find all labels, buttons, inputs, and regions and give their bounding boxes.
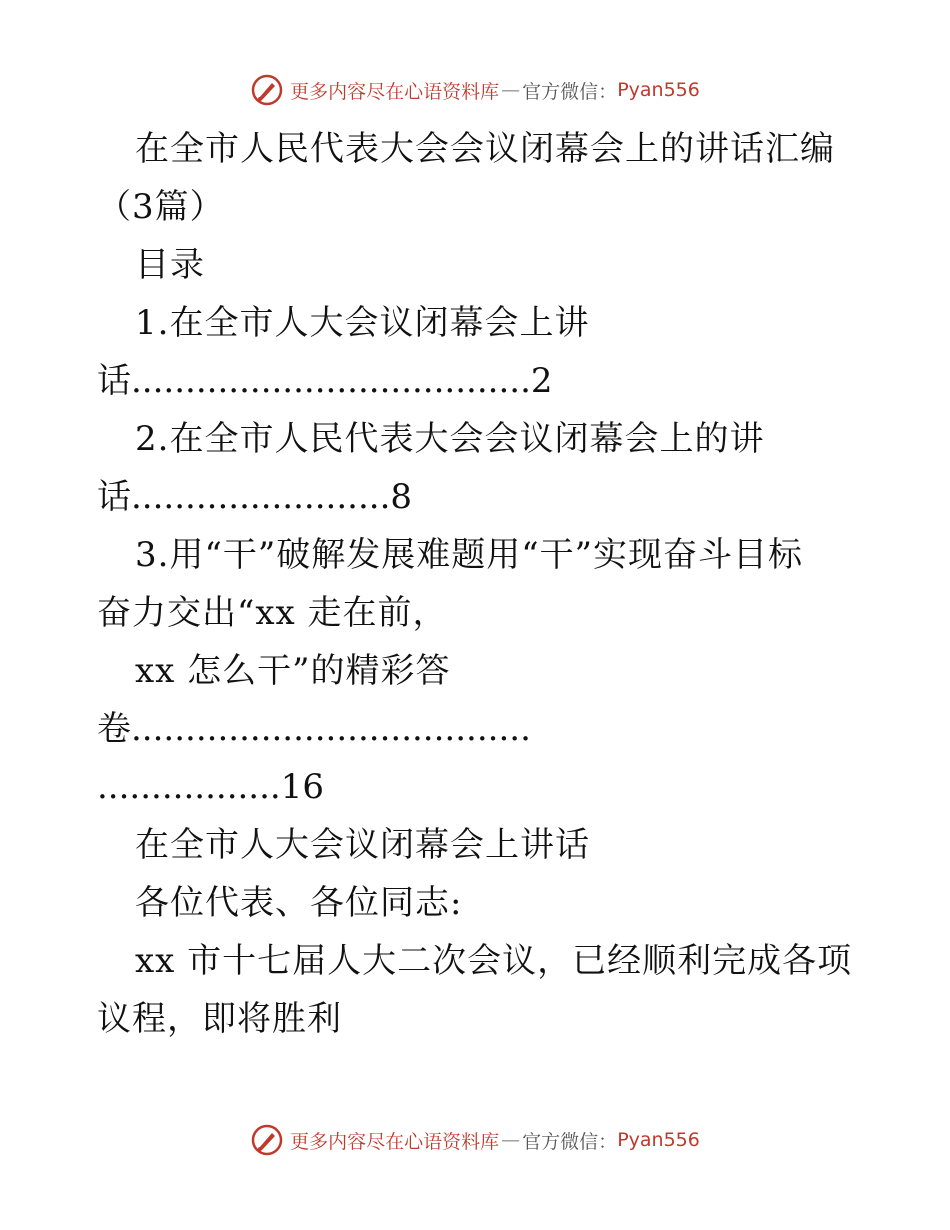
watermark-separator: — bbox=[501, 79, 521, 101]
toc-item-2-leader: 话........................8 bbox=[97, 477, 413, 517]
toc-item-1-title: 1.在全市人大会议闭幕会上讲 bbox=[135, 303, 590, 343]
watermark-text: 更多内容尽在心语资料库 bbox=[290, 1130, 500, 1153]
pen-logo-icon bbox=[250, 1123, 284, 1157]
watermark-separator: — bbox=[501, 1129, 521, 1151]
document-title-count: （3篇） bbox=[97, 187, 225, 227]
watermark-wechat: Pyan556 bbox=[617, 79, 700, 101]
document-body bbox=[97, 120, 857, 1048]
toc-item-3-title-cont2: xx 怎么干”的精彩答 bbox=[135, 651, 451, 691]
paragraph-line-1: xx 市十七届人大二次会议，已经顺利完成各项 bbox=[135, 941, 853, 981]
toc-heading: 目录 bbox=[135, 245, 205, 285]
toc-item-2-title: 2.在全市人民代表大会会议闭幕会上的讲 bbox=[135, 419, 765, 459]
toc-item-3-leader: 卷..................................... bbox=[97, 709, 531, 749]
watermark-label: 官方微信： bbox=[522, 80, 618, 103]
toc-item-3-title: 3.用“干”破解发展难题用“干”实现奋斗目标 bbox=[135, 535, 803, 575]
pen-logo-icon bbox=[250, 73, 284, 107]
watermark-text: 更多内容尽在心语资料库 bbox=[290, 80, 500, 103]
watermark-label: 官方微信： bbox=[522, 1130, 618, 1153]
toc-item-3-title-cont: 奋力交出“xx 走在前， bbox=[97, 593, 448, 633]
paragraph-line-2: 议程，即将胜利 bbox=[97, 999, 342, 1039]
footer-watermark bbox=[0, 1120, 950, 1160]
toc-item-3-leader-cont: .................16 bbox=[97, 767, 324, 807]
header-watermark bbox=[0, 70, 950, 110]
section-title: 在全市人大会议闭幕会上讲话 bbox=[135, 825, 590, 865]
salutation: 各位代表、各位同志: bbox=[135, 883, 463, 923]
document-title: 在全市人民代表大会会议闭幕会上的讲话汇编 bbox=[135, 129, 835, 169]
watermark-wechat: Pyan556 bbox=[617, 1129, 700, 1151]
toc-item-1-leader: 话.....................................2 bbox=[97, 361, 553, 401]
